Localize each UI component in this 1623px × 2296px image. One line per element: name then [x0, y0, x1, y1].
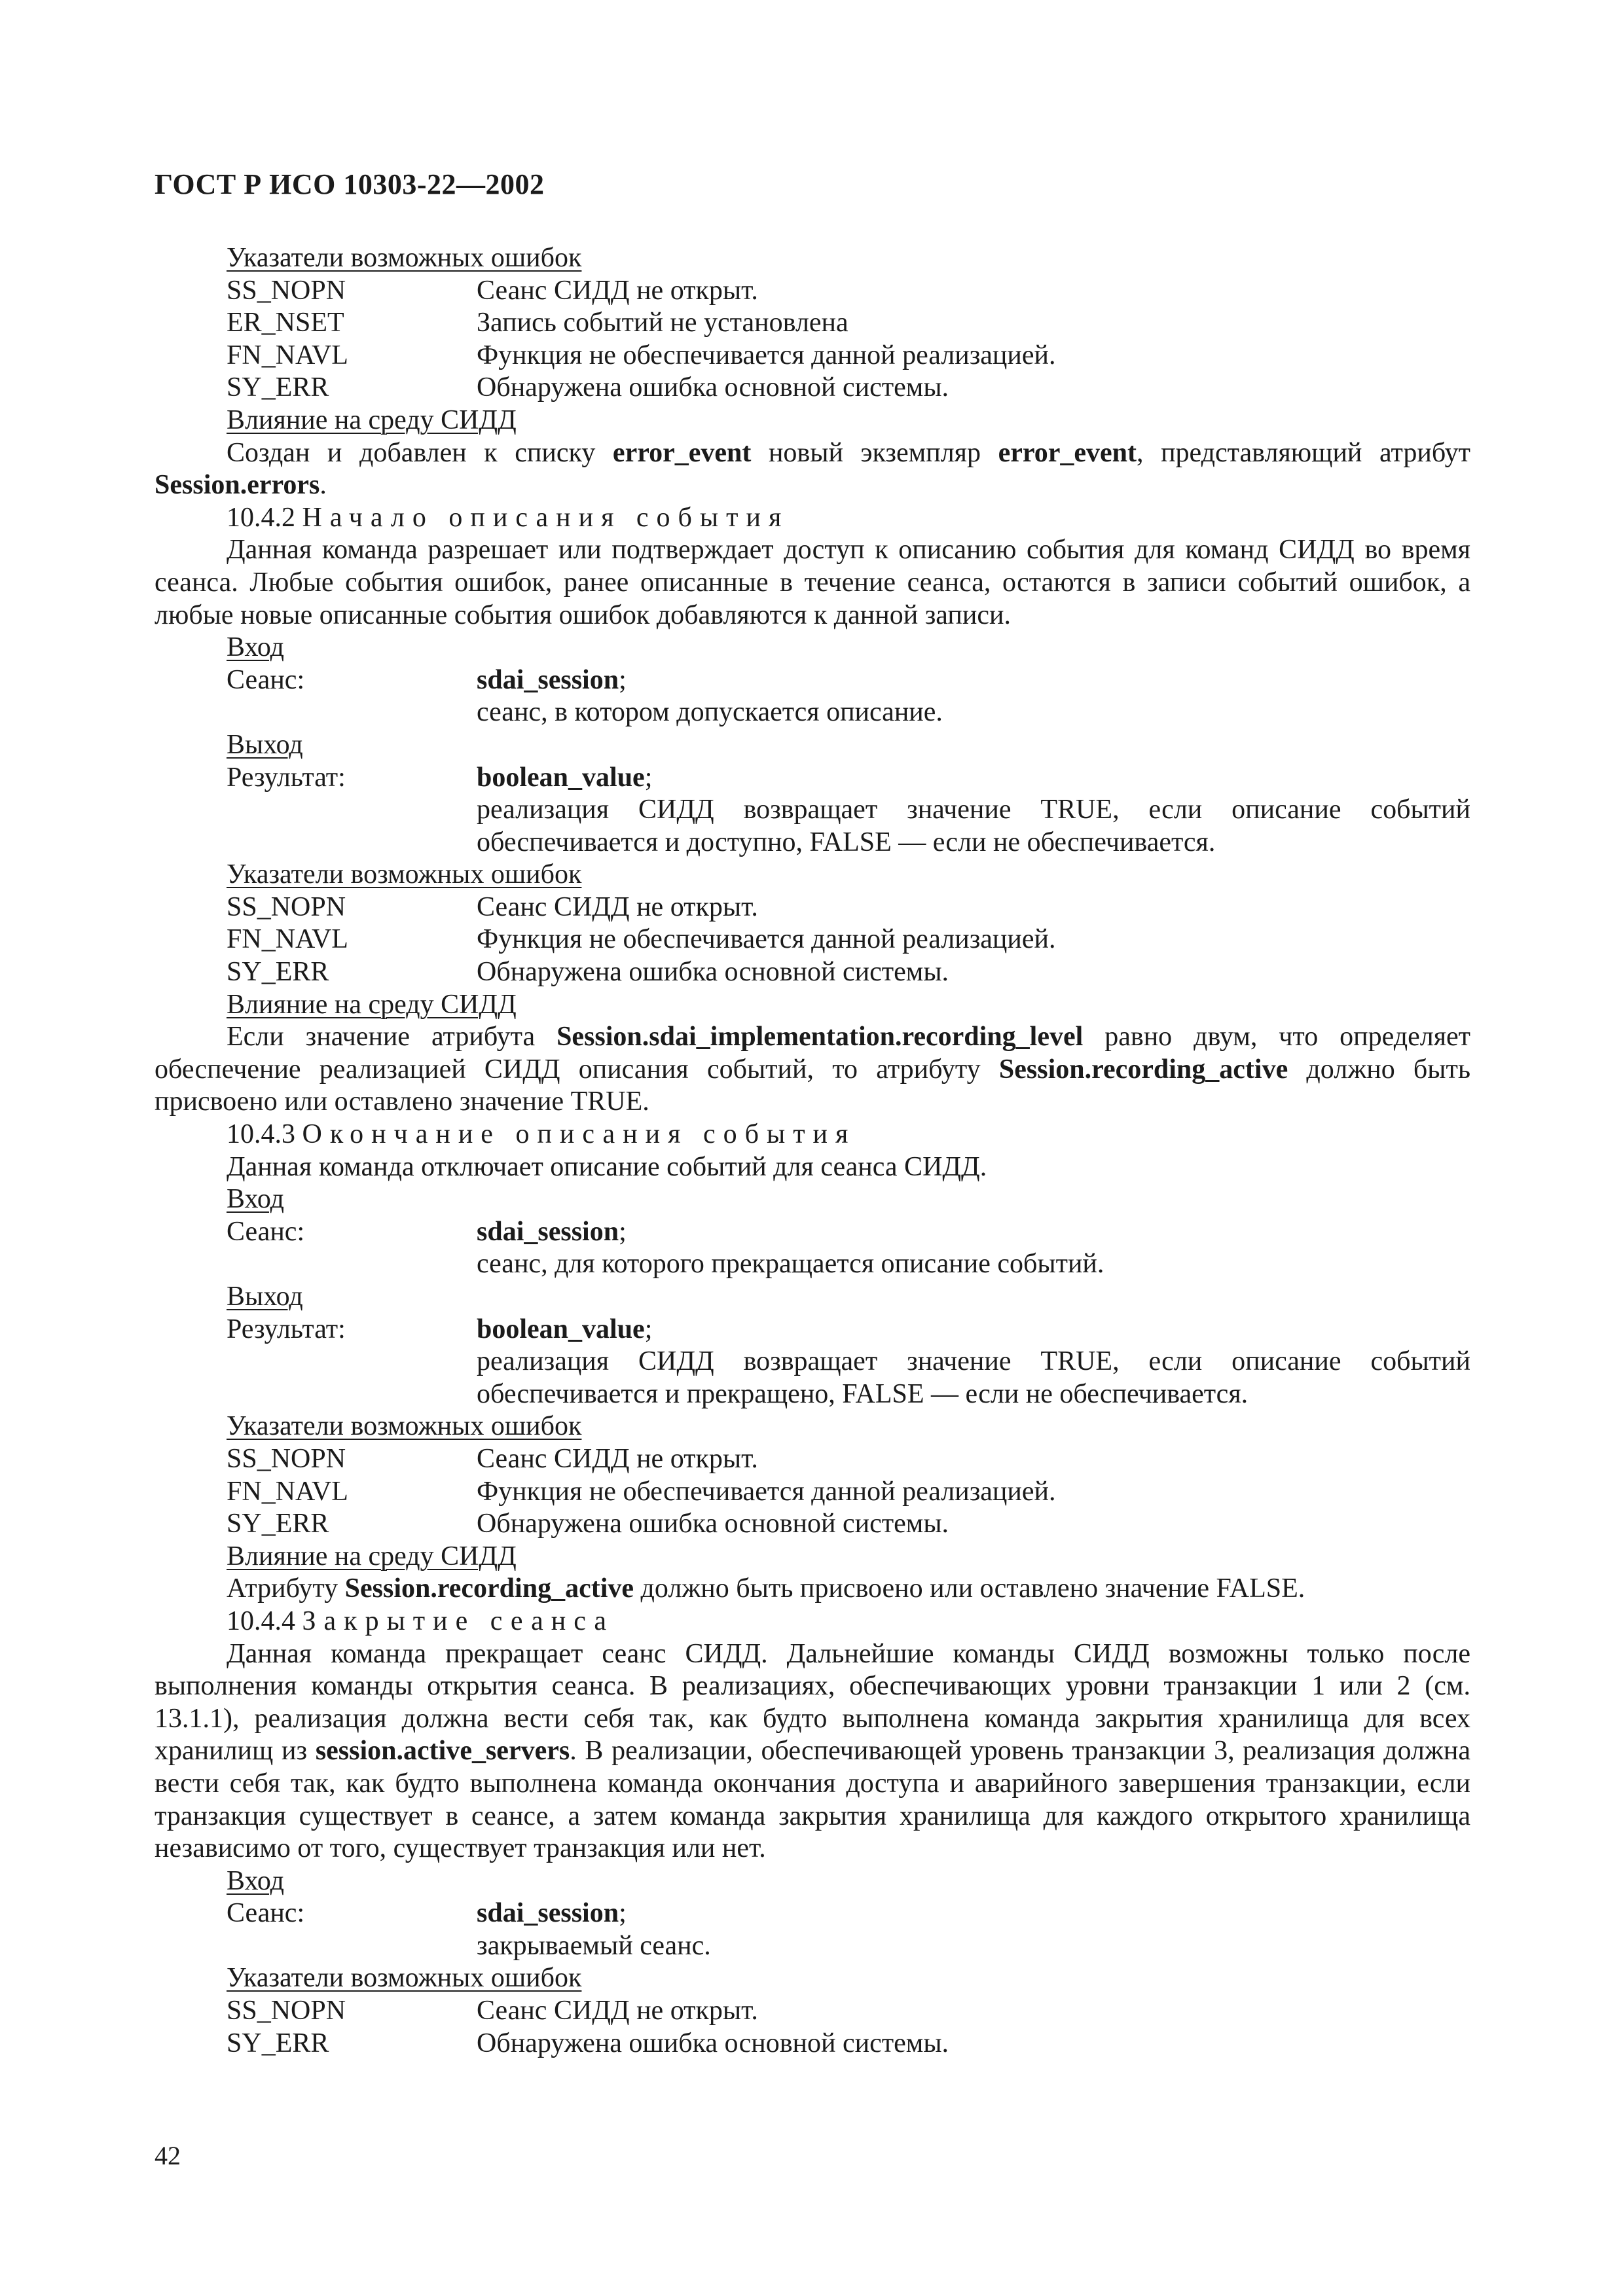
bold-term: error_event	[612, 437, 752, 468]
error-row	[155, 372, 1470, 404]
section-intro	[155, 534, 1470, 632]
param-type: sdai_session	[477, 1898, 619, 1929]
input-heading: Вход	[227, 632, 285, 663]
param-name: Сеанс:	[227, 1898, 305, 1929]
param-value	[477, 762, 1470, 795]
error-desc: Сеанс СИДД не открыт.	[477, 275, 758, 306]
text-span: должно быть присвоено или оставлено значение FALSE.	[634, 1573, 1305, 1604]
section-title: Закрытие сеанса	[302, 1605, 615, 1636]
error-row	[155, 307, 1470, 340]
error-row	[155, 891, 1470, 924]
param-name: Сеанс:	[227, 1216, 305, 1247]
param-row	[155, 1216, 1470, 1249]
param-name: Результат:	[227, 762, 346, 793]
text-span: равно двум, что определяет обеспечение реализацией СИДД описания событий, то атрибуту	[155, 1022, 1471, 1085]
error-code: SY_ERR	[227, 372, 329, 403]
param-row	[155, 1897, 1470, 1930]
effect-paragraph	[155, 437, 1470, 502]
param-name: Сеанс:	[227, 664, 305, 695]
param-row	[155, 664, 1470, 697]
error-row	[155, 2028, 1470, 2060]
bold-term: Session.errors	[155, 470, 320, 501]
error-code: FN_NAVL	[227, 924, 348, 955]
text-span: .	[319, 470, 327, 501]
param-sep: ;	[644, 762, 653, 793]
error-desc: Сеанс СИДД не открыт.	[477, 891, 758, 922]
error-desc: Функция не обеспечивается данной реализацией.	[477, 340, 1056, 370]
section-heading	[155, 502, 1470, 535]
error-code: SS_NOPN	[227, 1443, 346, 1474]
effect-heading: Влияние на среду СИДД	[227, 404, 517, 435]
input-heading: Вход	[227, 1865, 285, 1896]
error-desc: Сеанс СИДД не открыт.	[477, 1443, 758, 1474]
error-desc: Обнаружена ошибка основной системы.	[477, 2028, 949, 2058]
bold-term: Session.sdai_implementation.recording_level	[556, 1022, 1084, 1052]
error-code: FN_NAVL	[227, 340, 348, 370]
param-value	[477, 1216, 1470, 1249]
error-row	[155, 1443, 1470, 1476]
effect-paragraph	[155, 1021, 1470, 1119]
effect-paragraph	[155, 1573, 1470, 1605]
text-span: Данная команда прекращает сеанс СИДД. Дальнейшие команды СИДД возможны только после выполнения команды открытия сеанса. В реализациях, обеспечивающих уровни транзакции 1 или 2 (см. 13.1.1), реализация должна вести себя так, как будто выполнена команда закрытия хранилища для всех хранилищ из	[155, 1638, 1470, 1767]
bold-term: Session.recording_active	[998, 1054, 1288, 1085]
text-span: Атрибуту	[227, 1573, 345, 1604]
param-desc: реализация СИДД возвращает значение TRUE, если описание событий обеспечивается и прекращено, FALSE — если не обеспечивается.	[477, 1346, 1470, 1409]
error-desc: Обнаружена ошибка основной системы.	[477, 957, 949, 988]
param-name: Результат:	[227, 1314, 346, 1344]
error-code: SY_ERR	[227, 1509, 329, 1539]
text-span: Создан и добавлен к списку	[227, 437, 613, 468]
error-row	[155, 1995, 1470, 2028]
text-span: . В реализации, обеспечивающей уровень транзакции 3, реализация должна вести себя так, как будто выполнена команда окончания доступа и аварийного завершения транзакции, если транзакция существует в сеансе, а затем команда закрытия хранилища для каждого открытого хранилища независимо от того, существует транзакция или нет.	[155, 1736, 1470, 1864]
error-desc: Обнаружена ошибка основной системы.	[477, 372, 949, 403]
output-heading: Выход	[227, 729, 303, 760]
text-span: новый экземпляр	[751, 437, 998, 468]
section-number: 10.4.2	[227, 502, 295, 533]
param-value	[477, 1314, 1470, 1346]
param-desc: закрываемый сеанс.	[477, 1930, 711, 1961]
param-desc: сеанс, в котором допускается описание.	[477, 697, 943, 728]
param-type: boolean_value	[477, 762, 645, 793]
bold-term: session.active_servers	[315, 1736, 570, 1767]
error-code: FN_NAVL	[227, 1476, 348, 1507]
param-sep: ;	[619, 664, 627, 695]
error-row	[155, 1476, 1470, 1509]
error-row	[155, 340, 1470, 372]
page-content	[155, 242, 1470, 2060]
text-span: Данная команда разрешает или подтверждает доступ к описанию события для команд СИДД во время сеанса. Любые события ошибок, ранее описанные в течение сеанса, остаются в записи событий ошибок, а любые новые описанные события ошибок добавляются к данной записи.	[155, 535, 1470, 630]
errors-heading: Указатели возможных ошибок	[227, 243, 582, 273]
page-number: 42	[155, 2141, 181, 2170]
param-sep: ;	[619, 1216, 627, 1247]
param-row	[155, 762, 1470, 795]
section-title: Начало описания события	[302, 502, 790, 533]
errors-heading: Указатели возможных ошибок	[227, 1963, 582, 1994]
section-number: 10.4.3	[227, 1119, 295, 1150]
output-heading: Выход	[227, 1282, 303, 1312]
error-row	[155, 1508, 1470, 1541]
param-value	[477, 1897, 1470, 1930]
error-desc: Функция не обеспечивается данной реализацией.	[477, 1476, 1056, 1507]
text-span: Если значение атрибута	[227, 1022, 557, 1052]
section-intro: Данная команда отключает описание событий для сеанса СИДД.	[227, 1151, 987, 1182]
section-number: 10.4.4	[227, 1605, 295, 1636]
param-row	[155, 1314, 1470, 1346]
error-code: SS_NOPN	[227, 891, 346, 922]
bold-term: error_event	[998, 437, 1137, 468]
section-heading	[155, 1605, 1470, 1638]
errors-heading: Указатели возможных ошибок	[227, 859, 582, 890]
error-row	[155, 956, 1470, 989]
errors-heading: Указатели возможных ошибок	[227, 1411, 582, 1442]
input-heading: Вход	[227, 1184, 285, 1215]
param-type: sdai_session	[477, 1216, 619, 1247]
error-row	[155, 275, 1470, 308]
effect-heading: Влияние на среду СИДД	[227, 989, 517, 1020]
section-intro	[155, 1638, 1470, 1865]
param-type: boolean_value	[477, 1314, 645, 1344]
error-row	[155, 924, 1470, 956]
section-title: Окончание описания события	[302, 1119, 856, 1150]
section-heading	[155, 1119, 1470, 1151]
effect-heading: Влияние на среду СИДД	[227, 1541, 517, 1571]
text-span: , представляющий атрибут	[1137, 437, 1470, 468]
error-code: SY_ERR	[227, 957, 329, 988]
param-desc: реализация СИДД возвращает значение TRUE, если описание событий обеспечивается и доступно, FALSE — если не обеспечивается.	[477, 795, 1470, 857]
text-span: должно быть присвоено или оставлено значение TRUE.	[155, 1054, 1471, 1117]
error-desc: Обнаружена ошибка основной системы.	[477, 1509, 949, 1539]
error-desc: Запись событий не установлена	[477, 308, 848, 338]
bold-term: Session.recording_active	[344, 1573, 634, 1604]
param-value	[477, 664, 1470, 697]
document-header: ГОСТ Р ИСО 10303-22—2002	[155, 168, 545, 200]
error-desc: Функция не обеспечивается данной реализацией.	[477, 924, 1056, 955]
error-code: SY_ERR	[227, 2028, 329, 2058]
param-desc: сеанс, для которого прекращается описание событий.	[477, 1249, 1104, 1280]
error-code: ER_NSET	[227, 308, 344, 338]
param-sep: ;	[619, 1898, 627, 1929]
error-desc: Сеанс СИДД не открыт.	[477, 1996, 758, 2026]
param-sep: ;	[644, 1314, 653, 1344]
param-type: sdai_session	[477, 664, 619, 695]
error-code: SS_NOPN	[227, 275, 346, 306]
error-code: SS_NOPN	[227, 1996, 346, 2026]
